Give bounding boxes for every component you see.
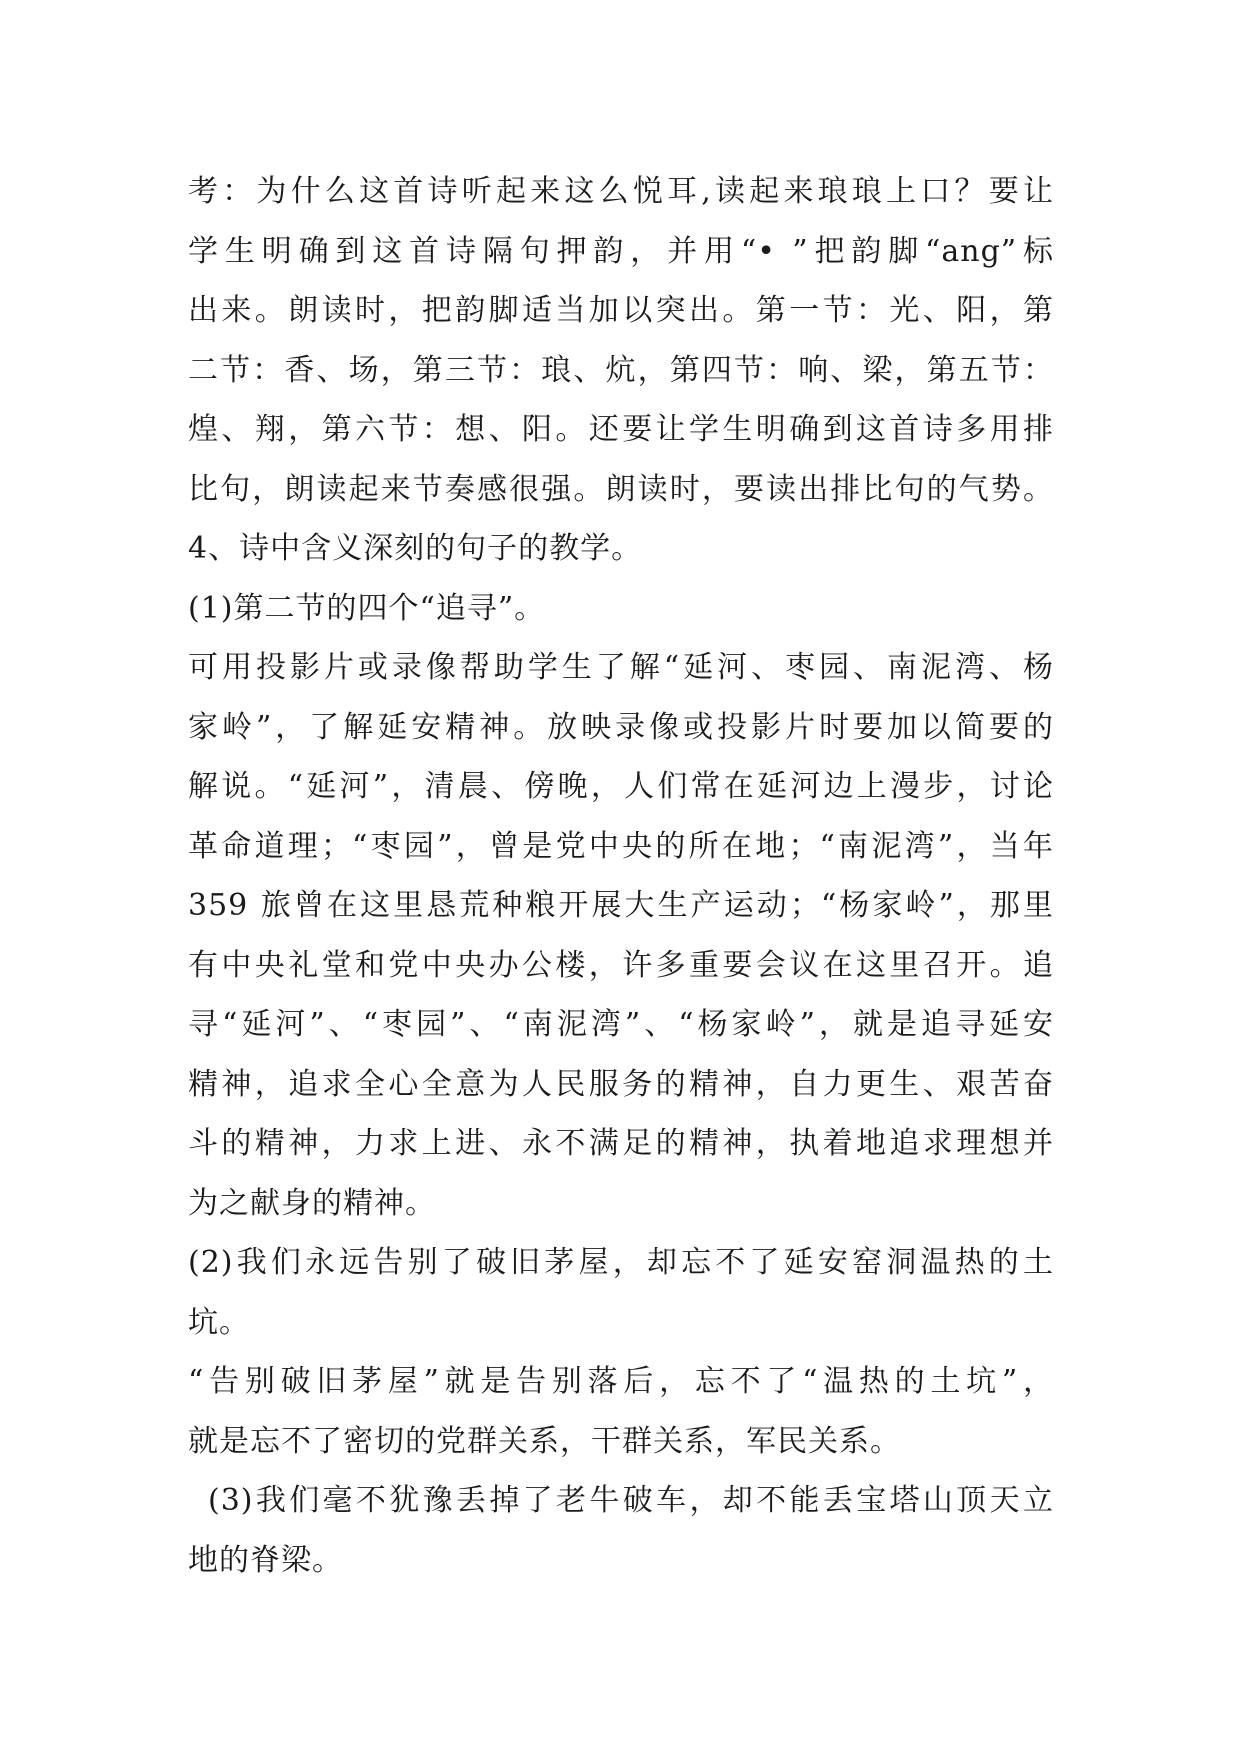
text-line: 二节：香、场，第三节：琅、炕，第四节：响、梁，第五节： [188,352,1054,388]
text-line: 坑。 [188,1304,250,1340]
text-line: 学生明确到这首诗隔句押韵，并用“• ”把韵脚“ang”标 [188,233,1054,269]
text-line: 斗的精神，力求上进、永不满足的精神，执着地追求理想并 [188,1126,1054,1161]
text-line: 有中央礼堂和党中央办公楼，许多重要会议在这里召开。追 [188,947,1054,983]
text-line: 考：为什么这首诗听起来这么悦耳,读起来琅琅上口？要让 [188,174,1054,209]
text-line: 为之献身的精神。 [188,1185,436,1221]
text-line: 359 旅曾在这里恳荒种粮开展大生产运动；“杨家岭”，那里 [188,888,1054,923]
text-line: 革命道理；“枣园”，曾是党中央的所在地；“南泥湾”，当年 [188,828,1054,864]
text-line: 出来。朗读时，把韵脚适当加以突出。第一节：光、阳，第 [188,293,1054,328]
text-line: “告别破旧茅屋”就是告别落后，忘不了“温热的土坑”， [188,1364,1054,1399]
text-line: 寻“延河”、“枣园”、“南泥湾”、“杨家岭”，就是追寻延安 [188,1007,1054,1042]
text-line: 解说。“延河”，清晨、傍晚，人们常在延河边上漫步，讨论 [188,769,1054,804]
text-line: (3)我们毫不犹豫丢掉了老牛破车，却不能丢宝塔山顶天立 [208,1483,1054,1518]
text-line: 可用投影片或录像帮助学生了解“延河、枣园、南泥湾、杨 [188,650,1054,685]
text-line: 精神，追求全心全意为人民服务的精神，自力更生、艰苦奋 [188,1066,1054,1102]
text-line: (2)我们永远告别了破旧茅屋，却忘不了延安窑洞温热的土 [188,1245,1054,1280]
text-line: (1)第二节的四个“追寻”。 [188,590,546,626]
document-body [188,162,1054,1590]
text-line: 煌、翔，第六节：想、阳。还要让学生明确到这首诗多用排 [188,412,1054,447]
text-line: 比句，朗读起来节奏感很强。朗读时，要读出排比句的气势。 [188,471,1054,507]
text-line: 家岭”，了解延安精神。放映录像或投影片时要加以简要的 [188,709,1054,745]
text-line: 地的脊梁。 [188,1542,343,1578]
text-line: 就是忘不了密切的党群关系，干群关系，军民关系。 [188,1423,901,1459]
text-line: 4、诗中含义深刻的句子的教学。 [188,531,643,566]
